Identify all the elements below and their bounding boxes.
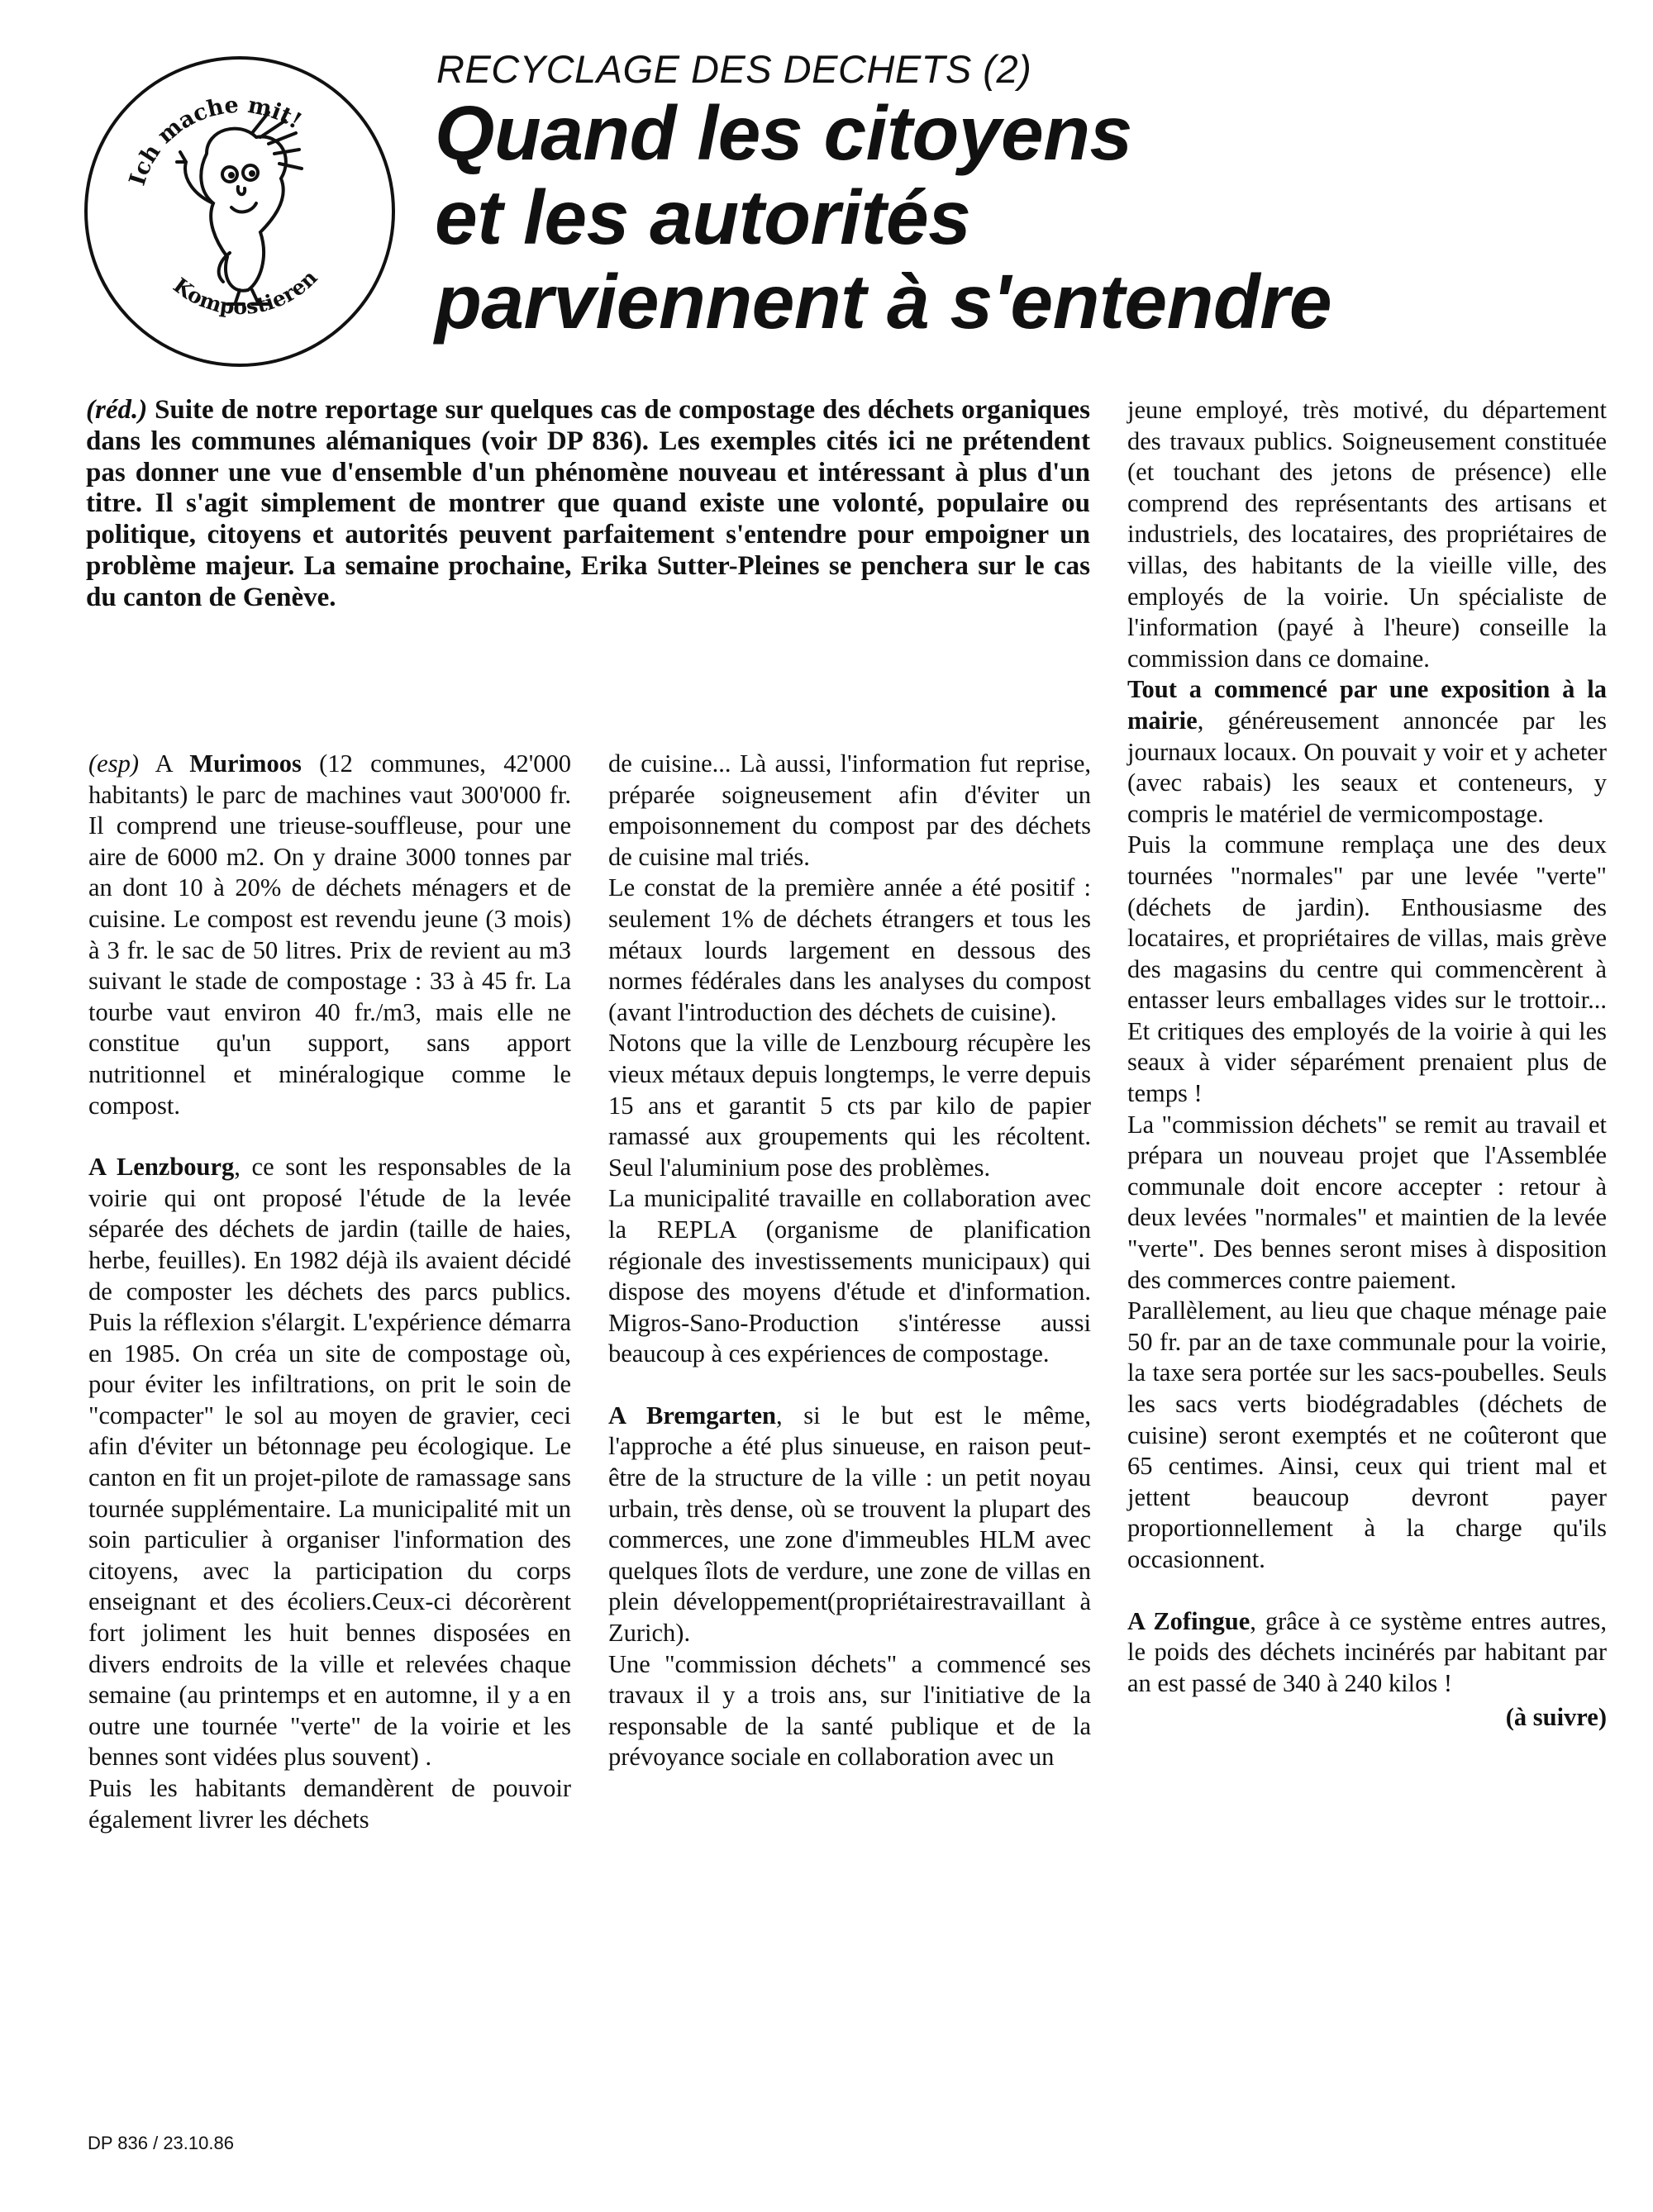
paragraph-taxe: Parallèlement, au lieu que chaque ménage paie 50 fr. par an de taxe communale pour la voirie, la taxe sera portée sur les sacs-poubelles. Seuls les sacs verts biodégradables (déchets de cuisine) seront exemptés et ne coûteront que 65 centimes. Ainsi, ceux qui trient mal et jettent beaucoup devront payer proportionnellement à la charge qu'ils occasionnent. xyxy=(1127,1296,1607,1573)
place-bremgarten: A Bremgarten xyxy=(608,1401,776,1429)
paragraph-metaux: Notons que la ville de Lenzbourg récupère les vieux métaux depuis longtemps, le verre depuis 15 ans et garantit 5 cts par kilo de papier ramassé aux groupements qui les récoltent. Seul l'aluminium pose des problèmes. xyxy=(608,1029,1091,1182)
place-lenzbourg: A Lenzbourg xyxy=(88,1153,235,1182)
headline-line-1: Quand les citoyens xyxy=(435,90,1132,176)
lede-text: Suite de notre reportage sur quelques cas de compostage des déchets organiques dans les communes alémaniques (voir DP 836). Les exemples cités ici ne prétendent pas donner une vue d'ensemble d'un phénomène nouveau et intéressant à plus d'un titre. Il s'agit simplement de montrer que quand existe une volonté, populaire ou politique, citoyens et autorités peuvent parfaitement s'entendre pour empoigner un problème majeur. La semaine prochaine, Erika Sutter-Pleines se penchera sur le cas du canton de Genève. xyxy=(86,395,1090,612)
paragraph-commission: Une "commission déchets" a commencé ses travaux il y a trois ans, sur l'initiative de la responsable de la santé publique et de la prévoyance sociale en collaboration avec un xyxy=(608,1649,1091,1772)
paragraph-constat: Le constat de la première année a été positif : seulement 1% de déchets étrangers et tous les métaux lourds largement en dessous des normes fédérales dans les analyses du compost (avant l'introduction des déchets de cuisine). xyxy=(608,873,1091,1026)
paragraph-cuisine: de cuisine... Là aussi, l'information fut reprise, préparée soigneusement afin d'éviter un empoisonnement du compost par des déchets de cuisine mal triés. xyxy=(608,749,1091,871)
logo-bottom-text: Kompostieren xyxy=(169,265,322,320)
exposition-lead: Tout a commencé par une exposition à la mairie xyxy=(1127,675,1607,735)
paragraph-murimoos: (esp) A Murimoos (12 communes, 42'000 habitants) le parc de machines vaut 300'000 fr. Il comprend une trieuse-souffleuse, pour une aire de 6000 m2. On y draine 3000 tonnes par an dont 10 à 20% de déchets ménagers et de cuisine. Le compost est revendu jeune (3 mois) à 3 fr. le sac de 50 litres. Prix de revient au m3 suivant le stade de compostage : 33 à 45 fr. La tourbe vaut environ 40 fr./m3, mais elle ne constitue qu'un support, sans apport nutritionnel et minéralogique comme le compost. xyxy=(88,749,571,1120)
author-tag: (esp) xyxy=(88,749,139,778)
kicker: RECYCLAGE DES DECHETS (2) xyxy=(436,47,1032,91)
lede-tag: (réd.) xyxy=(86,395,148,425)
headline-line-3: parviennent à s'entendre xyxy=(435,259,1332,345)
column-2 xyxy=(608,749,1091,1773)
footer-issue-date: DP 836 / 23.10.86 xyxy=(88,2133,234,2153)
paragraph-bremgarten: A Bremgarten, si le but est le même, l'approche a été plus sinueuse, en raison peut-être de la structure de la ville : un petit noyau urbain, très dense, où se trouvent la plupart des commerces, une zone d'immeubles HLM avec quelques îlots de verdure, une zone de villas en plein développement(propriétairestravaillant à Zurich). xyxy=(608,1401,1091,1648)
logo-top-text: Ich mache mit! xyxy=(124,92,307,189)
place-zofingue: A Zofingue xyxy=(1127,1606,1250,1635)
paragraph-repla: La municipalité travaille en collaboration avec la REPLA (organisme de planification régionale des investissements municipaux) qui dispose des moyens d'étude et d'information. Migros-Sano-Production s'intéresse aussi beaucoup à ces expériences de compostage. xyxy=(608,1184,1091,1368)
column-1 xyxy=(88,749,571,1835)
headline-line-2: et les autorités xyxy=(435,174,971,260)
lede-paragraph xyxy=(86,395,1090,614)
paragraph-habitants: Puis les habitants demandèrent de pouvoir également livrer les déchets xyxy=(88,1774,571,1834)
column-3 xyxy=(1127,395,1607,1734)
paragraph-exposition: Tout a commencé par une exposition à la mairie, généreusement annoncée par les journaux locaux. On pouvait y voir et y acheter (avec rabais) les seaux et conteneurs, y compris le matériel de vermicompostage. xyxy=(1127,675,1607,828)
place-murimoos: Murimoos xyxy=(189,749,302,778)
paragraph-employe: jeune employé, très motivé, du département des travaux publics. Soigneusement constituée (et touchant des jetons de présence) elle comprend des représentants des artisans et industriels, des locataires, des propriétaires de villas, des habitants de la vieille ville, des employés de la voirie. Un spécialiste de l'information (payé à l'heure) conseille la commission dans ce domaine. xyxy=(1127,396,1607,673)
paragraph-zofingue: A Zofingue, grâce à ce système entres autres, le poids des déchets incinérés par habitant par an est passé de 340 à 240 kilos ! xyxy=(1127,1606,1608,1697)
headline xyxy=(435,91,1509,344)
paragraph-nouveau-projet: La "commission déchets" se remit au travail et prépara un nouveau projet que l'Assemblée communale doit encore accepter : retour à deux levées "normales" et maintien de la levée "verte". Des bennes seront mises à disposition des commerces contre paiement. xyxy=(1127,1110,1607,1294)
compost-logo xyxy=(83,55,397,369)
to-be-continued: (à suivre) xyxy=(1505,1703,1607,1732)
paragraph-lenzbourg: A Lenzbourg, ce sont les responsables de la voirie qui ont proposé l'étude de la levée séparée des déchets de jardin (taille de haies, herbe, feuilles). En 1982 déjà ils avaient décidé de composter les déchets des parcs publics. Puis la réflexion s'élargit. L'expérience démarra en 1985. On créa un site de compostage où, pour éviter les infiltrations, on prit le soin de "compacter" le sol au moyen de gravier, ceci afin d'éviter un bétonnage peu écologique. Le canton en fit un projet-pilote de ramassage sans tournée supplémentaire. La municipalité mit un soin particulier à organiser l'information des citoyens, avec la participation du corps enseignant et des écoliers.Ceux-ci décorèrent fort joliment les huit bennes disposées en divers endroits de la ville et relevées chaque semaine (au printemps et en automne, il y a en outre une tournée "verte" de la voirie et les bennes sont vidées plus souvent) . xyxy=(88,1153,571,1772)
paragraph-tournees: Puis la commune remplaça une des deux tournées "normales" par une levée "verte" (déchets de jardin). Enthousiasme des locataires, et propriétaires de villas, mais grève des magasins du centre qui commencèrent à entasser leurs emballages vides sur le trottoir... Et critiques des employés de la voirie à qui les seaux à vider séparément prenaient plus de temps ! xyxy=(1127,830,1607,1108)
